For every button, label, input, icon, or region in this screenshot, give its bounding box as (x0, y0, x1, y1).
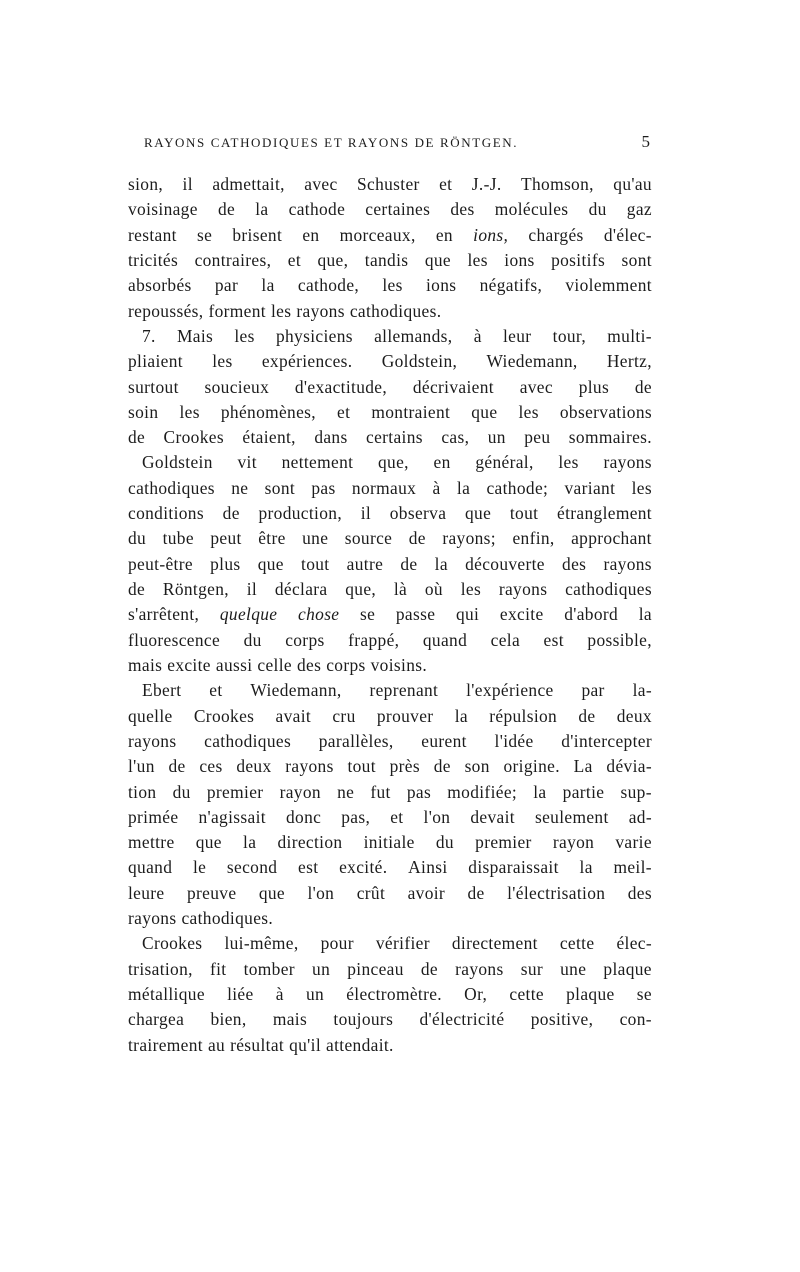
text-line: tricités contraires, et que, tandis que les ions positifs sont (128, 249, 652, 270)
text-line: s'arrêtent, quelque chose se passe qui excite d'abord la (128, 604, 652, 625)
text-line: chargea bien, mais toujours d'électricité positive, con- (128, 1009, 652, 1030)
text-line: mettre que la direction initiale du premier rayon varie (128, 832, 652, 853)
text-line: leure preuve que l'on crût avoir de l'électrisation des (128, 882, 652, 903)
text-line: quelle Crookes avait cru prouver la répulsion de deux (128, 705, 652, 726)
text-line: de Röntgen, il déclara que, là où les rayons cathodiques (128, 579, 652, 599)
text-line: métallique liée à un électromètre. Or, cette plaque se (128, 984, 652, 1004)
running-header (118, 132, 650, 157)
text-line: surtout soucieux d'exactitude, décrivaient avec plus de (128, 376, 652, 397)
text-line: absorbés par la cathode, les ions négatifs, violemment (128, 275, 652, 296)
text-line: rayons cathodiques. (128, 908, 274, 929)
text-line: 7. Mais les physiciens allemands, à leur tour, multi- (142, 325, 652, 346)
body-text (128, 172, 652, 1058)
text-line: fluorescence du corps frappé, quand cela est possible, (128, 629, 652, 650)
text-line: Ebert et Wiedemann, reprenant l'expérience par la- (142, 680, 652, 701)
text-line: trairement au résultat qu'il attendait. (128, 1034, 394, 1055)
text-line: voisinage de la cathode certaines des molécules du gaz (128, 199, 652, 220)
text-line: sion, il admettait, avec Schuster et J.-J. Thomson, qu'au (128, 174, 652, 194)
text-line: mais excite aussi celle des corps voisins. (128, 654, 428, 675)
text-line: Goldstein vit nettement que, en général, les rayons (142, 452, 652, 473)
text-line: quand le second est excité. Ainsi disparaissait la meil- (128, 857, 652, 878)
text-line: l'un de ces deux rayons tout près de son origine. La dévia- (128, 756, 652, 777)
text-line: tion du premier rayon ne fut pas modifiée; la partie sup- (128, 781, 652, 802)
text-line: trisation, fit tomber un pinceau de rayons sur une plaque (128, 958, 652, 979)
text-line: repoussés, forment les rayons cathodiques. (128, 300, 442, 321)
text-line: cathodiques ne sont pas normaux à la cathode; variant les (128, 477, 652, 498)
text-line: peut-être plus que tout autre de la découverte des rayons (128, 553, 652, 574)
text-line: pliaient les expériences. Goldstein, Wiedemann, Hertz, (128, 351, 652, 372)
text-line: restant se brisent en morceaux, en ions, chargés d'élec- (128, 224, 652, 245)
text-line: primée n'agissait donc pas, et l'on devait seulement ad- (128, 806, 652, 827)
text-line: du tube peut être une source de rayons; enfin, approchant (128, 528, 652, 549)
text-line: rayons cathodiques parallèles, eurent l'idée d'intercepter (128, 730, 652, 751)
text-line: Crookes lui-même, pour vérifier directement cette élec- (142, 933, 652, 954)
text-line: conditions de production, il observa que tout étranglement (128, 503, 652, 524)
page-number: 5 (641, 132, 650, 151)
running-title: RAYONS CATHODIQUES ET RAYONS DE RÖNTGEN. (144, 135, 519, 150)
text-line: de Crookes étaient, dans certains cas, un peu sommaires. (128, 427, 652, 448)
text-line: soin les phénomènes, et montraient que les observations (128, 401, 652, 422)
